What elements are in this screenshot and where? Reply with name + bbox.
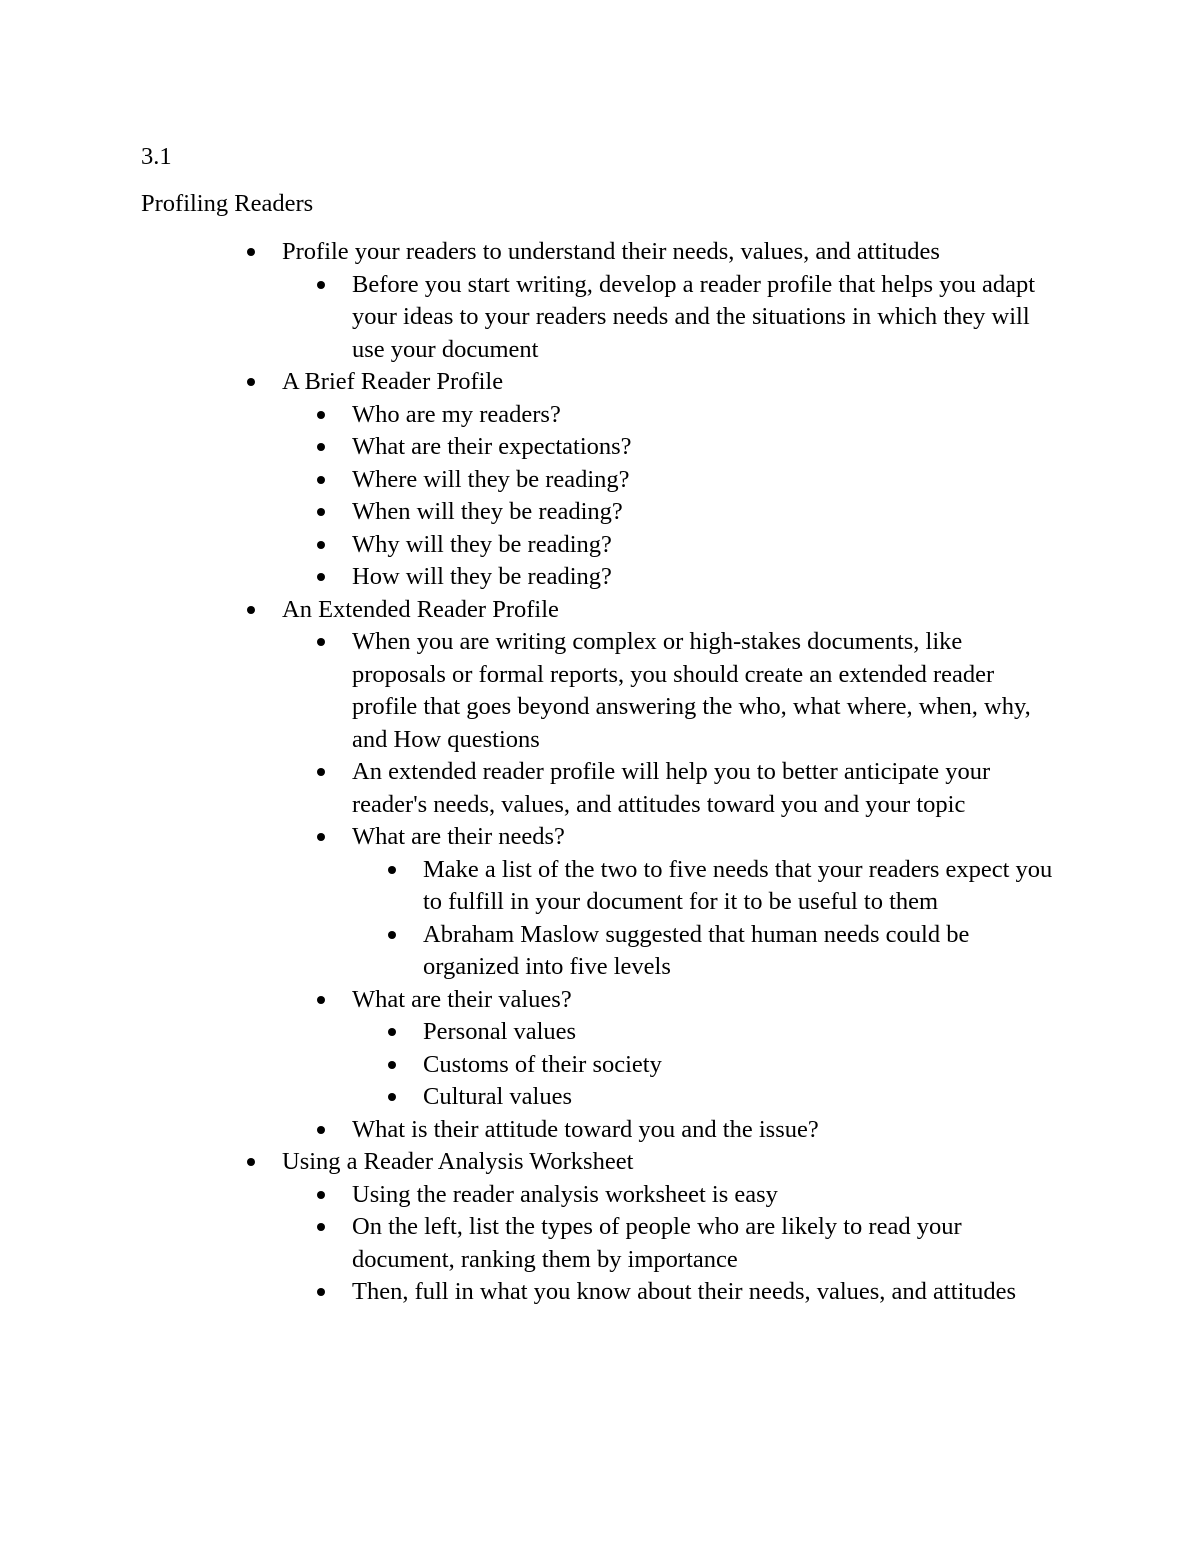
outline-item-text: How will they be reading?	[352, 563, 612, 590]
bullet-icon	[317, 281, 325, 289]
outline-item	[0, 529, 1062, 562]
sub-list	[0, 1016, 1062, 1114]
outline-item-text: On the left, list the types of people who are likely to read your document, ranking them by importance	[352, 1213, 962, 1273]
outline-item	[0, 756, 1062, 821]
bullet-icon	[247, 378, 255, 386]
bullet-icon	[317, 1191, 325, 1199]
bullet-icon	[388, 931, 396, 939]
outline-item	[0, 984, 1062, 1114]
bullet-icon	[317, 768, 325, 776]
outline-item-text: What are their expectations?	[352, 433, 632, 460]
bullet-icon	[317, 833, 325, 841]
bullet-icon	[317, 1223, 325, 1231]
sub-list	[0, 1179, 1062, 1309]
bullet-icon	[317, 508, 325, 516]
outline-item-text: Why will they be reading?	[352, 530, 612, 558]
outline-item	[0, 464, 1062, 497]
outline-item-text: When will they be reading?	[352, 498, 623, 525]
outline-item	[0, 431, 1062, 464]
outline-item-text: Make a list of the two to five needs that your readers expect you to fulfill in your document for it to be useful to them	[423, 855, 1053, 915]
outline-list	[0, 236, 1200, 1309]
bullet-icon	[388, 866, 396, 874]
outline-item	[0, 269, 1062, 367]
bullet-icon	[247, 1158, 255, 1166]
outline-item	[0, 821, 1062, 984]
outline-item-text: A Brief Reader Profile	[282, 368, 504, 395]
outline-item-text: Cultural values	[423, 1083, 573, 1110]
bullet-icon	[317, 411, 325, 419]
outline-item	[0, 594, 1062, 1147]
outline-item	[0, 561, 1062, 594]
bullet-icon	[388, 1061, 396, 1069]
bullet-icon	[388, 1028, 396, 1036]
outline-item	[0, 1211, 1062, 1276]
sub-list	[0, 269, 1062, 367]
outline-item	[0, 1049, 1063, 1082]
bullet-icon	[247, 606, 255, 614]
outline-item	[0, 1016, 1063, 1049]
outline-item	[0, 919, 1063, 984]
outline-item-text: When you are writing complex or high-stakes documents, like proposals or formal reports, you should create an extended reader profile that goes beyond answering the who, what where, when, why, and How questions	[352, 628, 1031, 753]
bullet-icon	[317, 996, 325, 1004]
outline-item	[0, 366, 1062, 594]
outline-item-text: Before you start writing, develop a reader profile that helps you adapt your ideas to your readers needs and the situations in which they will use your document	[352, 270, 1036, 363]
outline-item-text: Then, full in what you know about their needs, values, and attitudes	[352, 1278, 1017, 1305]
outline-item-text: Abraham Maslow suggested that human needs could be organized into five levels	[423, 920, 970, 980]
outline-item	[0, 236, 1062, 366]
bullet-icon	[317, 476, 325, 484]
outline-item-text: Using the reader analysis worksheet is easy	[352, 1180, 778, 1208]
sub-list	[0, 626, 1062, 1146]
outline-item	[0, 854, 1063, 919]
outline-item-text: Personal values	[423, 1018, 577, 1045]
outline-item-text: Using a Reader Analysis Worksheet	[282, 1148, 634, 1175]
outline-item	[0, 399, 1062, 432]
bullet-icon	[317, 573, 325, 581]
bullet-icon	[317, 541, 325, 549]
document-title: Profiling Readers	[141, 190, 314, 217]
bullet-icon	[247, 248, 255, 256]
section-number: 3.1	[141, 143, 172, 170]
outline-item-text: What are their values?	[352, 985, 572, 1013]
outline-item	[0, 1146, 1062, 1309]
outline-item	[0, 1114, 1062, 1147]
outline-item-text: Profile your readers to understand their needs, values, and attitudes	[282, 238, 940, 265]
outline-item-text: An extended reader profile will help you to better anticipate your reader's needs, values, and attitudes toward you and your topic	[352, 758, 991, 818]
bullet-icon	[317, 1126, 325, 1134]
outline-item-text: Customs of their society	[423, 1050, 662, 1078]
outline-item	[0, 1179, 1062, 1212]
sub-list	[0, 399, 1062, 594]
outline-item-text: What is their attitude toward you and the issue?	[352, 1115, 819, 1143]
bullet-icon	[317, 443, 325, 451]
outline-item	[0, 1081, 1063, 1114]
outline-item	[0, 1276, 1062, 1309]
outline-item-text: Who are my readers?	[352, 400, 561, 428]
outline-item-text: What are their needs?	[352, 823, 565, 850]
outline-item-text: Where will they be reading?	[352, 465, 630, 493]
bullet-icon	[317, 1288, 325, 1296]
bullet-icon	[317, 638, 325, 646]
outline-item	[0, 496, 1062, 529]
bullet-icon	[388, 1093, 396, 1101]
outline-item-text: An Extended Reader Profile	[282, 595, 559, 623]
sub-list	[0, 854, 1062, 984]
outline-item	[0, 626, 1062, 756]
